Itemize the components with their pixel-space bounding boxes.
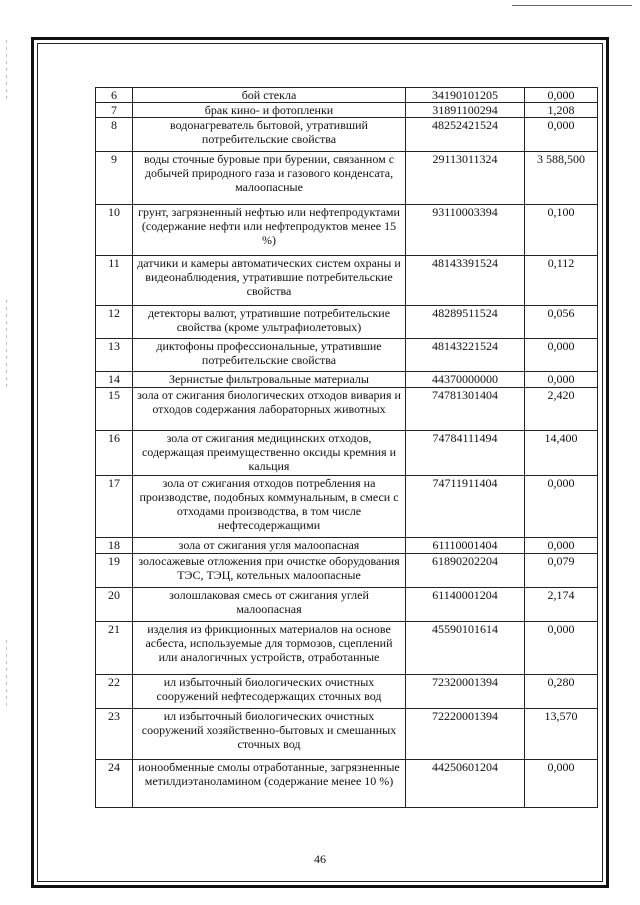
row-number: 23: [96, 709, 133, 760]
waste-name: ионообменные смолы отработанные, загрязненные метилдиэтаноламином (содержание менее 10 %): [133, 760, 406, 808]
waste-name: воды сточные буровые при бурении, связанном с добычей природного газа и газового конденсата, малоопасные: [133, 152, 406, 205]
waste-quantity: 0,056: [525, 306, 598, 339]
table-row: [96, 118, 598, 152]
scan-artifact-line: [6, 300, 7, 390]
row-number: 24: [96, 760, 133, 808]
waste-quantity: 14,400: [525, 431, 598, 476]
waste-code: 48252421524: [406, 118, 525, 152]
waste-name: изделия из фрикционных материалов на основе асбеста, используемые для тормозов, сцеплений или аналогичных устройств, отработанные: [133, 622, 406, 675]
waste-quantity: 0,112: [525, 256, 598, 306]
waste-name: зола от сжигания биологических отходов вивария и отходов содержания лабораторных животных: [133, 388, 406, 431]
waste-code: 61140001204: [406, 588, 525, 622]
waste-name: ил избыточный биологических очистных сооружений нефтесодержащих сточных вод: [133, 675, 406, 709]
waste-code: 72320001394: [406, 675, 525, 709]
waste-table: [95, 87, 598, 808]
waste-name: зола от сжигания медицинских отходов, содержащая преимущественно оксиды кремния и кальция: [133, 431, 406, 476]
waste-quantity: 0,000: [525, 88, 598, 103]
waste-name: брак кино- и фотопленки: [133, 103, 406, 118]
table-row: [96, 103, 598, 118]
waste-code: 48143391524: [406, 256, 525, 306]
waste-code: 45590101614: [406, 622, 525, 675]
table-row: [96, 372, 598, 388]
waste-name: ил избыточный биологических очистных сооружений хозяйственно-бытовых и смешанных сточных вод: [133, 709, 406, 760]
waste-name: диктофоны профессиональные, утратившие потребительские свойства: [133, 339, 406, 372]
waste-name: Зернистые фильтровальные материалы: [133, 372, 406, 388]
waste-quantity: 2,420: [525, 388, 598, 431]
waste-code: 74711911404: [406, 476, 525, 538]
waste-quantity: 0,000: [525, 372, 598, 388]
row-number: 16: [96, 431, 133, 476]
waste-quantity: 0,100: [525, 205, 598, 256]
page-number: 46: [314, 852, 326, 866]
row-number: 14: [96, 372, 133, 388]
row-number: 17: [96, 476, 133, 538]
waste-name: детекторы валют, утратившие потребительские свойства (кроме ультрафиолетовых): [133, 306, 406, 339]
waste-code: 48143221524: [406, 339, 525, 372]
waste-quantity: 0,079: [525, 554, 598, 588]
waste-code: 48289511524: [406, 306, 525, 339]
waste-name: зола от сжигания отходов потребления на производстве, подобных коммунальным, в смеси с отходами производства, в том числе нефтесодержащими: [133, 476, 406, 538]
table-row: [96, 431, 598, 476]
row-number: 11: [96, 256, 133, 306]
table-row: [96, 152, 598, 205]
row-number: 22: [96, 675, 133, 709]
waste-name: зола от сжигания угля малоопасная: [133, 538, 406, 554]
row-number: 6: [96, 88, 133, 103]
waste-name: бой стекла: [133, 88, 406, 103]
waste-name: грунт, загрязненный нефтью или нефтепродуктами (содержание нефти или нефтепродуктов менее 15 %): [133, 205, 406, 256]
table-row: [96, 709, 598, 760]
waste-code: 61110001404: [406, 538, 525, 554]
waste-code: 74784111494: [406, 431, 525, 476]
waste-quantity: 13,570: [525, 709, 598, 760]
waste-code: 93110003394: [406, 205, 525, 256]
row-number: 20: [96, 588, 133, 622]
waste-quantity: 0,000: [525, 476, 598, 538]
table-row: [96, 388, 598, 431]
waste-name: датчики и камеры автоматических систем охраны и видеонаблюдения, утратившие потребительские свойства: [133, 256, 406, 306]
waste-quantity: 3 588,500: [525, 152, 598, 205]
waste-code: 29113011324: [406, 152, 525, 205]
table-row: [96, 88, 598, 103]
table-row: [96, 538, 598, 554]
table-row: [96, 339, 598, 372]
table-row: [96, 554, 598, 588]
table-row: [96, 760, 598, 808]
waste-quantity: 0,280: [525, 675, 598, 709]
waste-quantity: 2,174: [525, 588, 598, 622]
waste-quantity: 0,000: [525, 118, 598, 152]
table-row: [96, 675, 598, 709]
row-number: 15: [96, 388, 133, 431]
waste-quantity: 0,000: [525, 339, 598, 372]
row-number: 21: [96, 622, 133, 675]
row-number: 19: [96, 554, 133, 588]
waste-code: 61890202204: [406, 554, 525, 588]
table-row: [96, 205, 598, 256]
waste-name: водонагреватель бытовой, утративший потребительские свойства: [133, 118, 406, 152]
waste-name: золосажевые отложения при очистке оборудования ТЭС, ТЭЦ, котельных малоопасные: [133, 554, 406, 588]
table-row: [96, 256, 598, 306]
waste-quantity: 0,000: [525, 622, 598, 675]
waste-code: 72220001394: [406, 709, 525, 760]
table-row: [96, 306, 598, 339]
row-number: 13: [96, 339, 133, 372]
waste-quantity: 0,000: [525, 538, 598, 554]
scan-artifact-line: [6, 640, 7, 710]
waste-code: 44370000000: [406, 372, 525, 388]
table-row: [96, 476, 598, 538]
row-number: 9: [96, 152, 133, 205]
waste-name: золошлаковая смесь от сжигания углей малоопасная: [133, 588, 406, 622]
waste-code: 31891100294: [406, 103, 525, 118]
row-number: 8: [96, 118, 133, 152]
table-row: [96, 588, 598, 622]
row-number: 12: [96, 306, 133, 339]
waste-code: 34190101205: [406, 88, 525, 103]
table-row: [96, 622, 598, 675]
top-rule: [512, 5, 632, 6]
row-number: 10: [96, 205, 133, 256]
scan-artifact-line: [6, 40, 7, 100]
waste-code: 74781301404: [406, 388, 525, 431]
waste-quantity: 1,208: [525, 103, 598, 118]
row-number: 18: [96, 538, 133, 554]
row-number: 7: [96, 103, 133, 118]
waste-quantity: 0,000: [525, 760, 598, 808]
waste-code: 44250601204: [406, 760, 525, 808]
